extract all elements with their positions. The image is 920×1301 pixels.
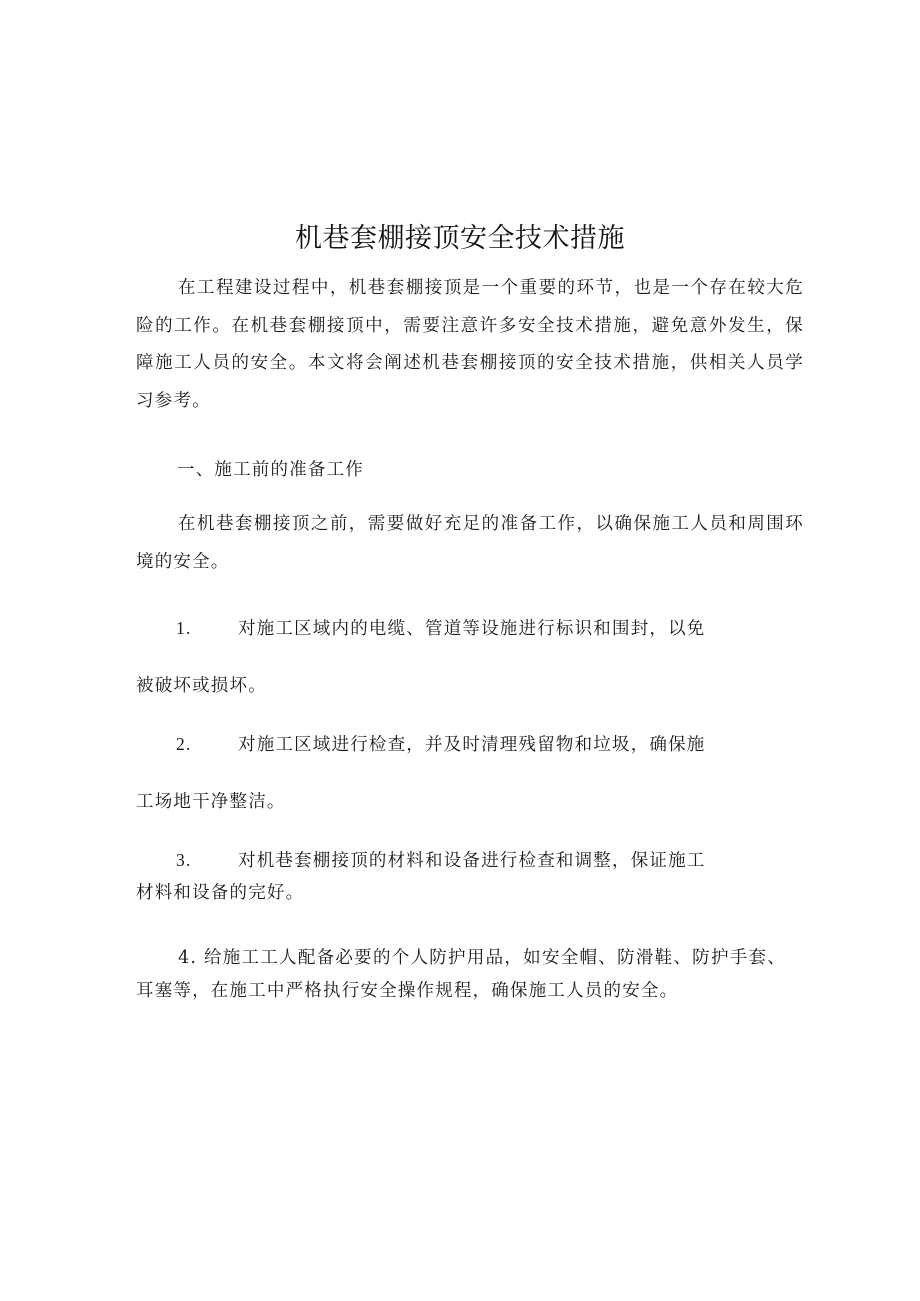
list-item-number: 2. (176, 734, 192, 754)
list-item (136, 613, 804, 701)
list-item-text: 对施工区域内的电缆、管道等设施进行标识和围封，以免 (238, 619, 706, 639)
list-item-text: 对施工区域进行检查，并及时清理残留物和垃圾，确保施 (238, 735, 706, 755)
list-item-number: 1. (176, 618, 192, 638)
list-item-text: 对机巷套棚接顶的材料和设备进行检查和调整，保证施工 (238, 851, 706, 871)
section-paragraph: 在机巷套棚接顶之前，需要做好充足的准备工作，以确保施工人员和周围环境的安全。 (136, 514, 804, 572)
list-item-number: 3. (176, 850, 192, 870)
list-item-continuation: 材料和设备的完好。 (136, 883, 305, 903)
intro-paragraph: 在工程建设过程中，机巷套棚接顶是一个重要的环节，也是一个存在较大危险的工作。在机巷套棚接顶中，需要注意许多安全技术措施，避免意外发生，保障施工人员的安全。本文将会阐述机巷套棚接顶的安全技术措施，供相关人员学习参考。 (136, 278, 804, 411)
list-item-4: 4. 给施工工人配备必要的个人防护用品，如安全帽、防滑鞋、防护手套、耳塞等，在施工中严格执行安全操作规程，确保施工人员的安全。 (136, 948, 786, 1001)
list-item-continuation: 被破坏或损坏。 (136, 676, 267, 696)
list-item (136, 729, 804, 817)
document-title: 机巷套棚接顶安全技术措施 (295, 223, 625, 254)
section-heading: 一、施工前的准备工作 (177, 460, 364, 480)
list-item-continuation: 工场地干净整洁。 (136, 792, 286, 812)
list-item (136, 845, 804, 908)
